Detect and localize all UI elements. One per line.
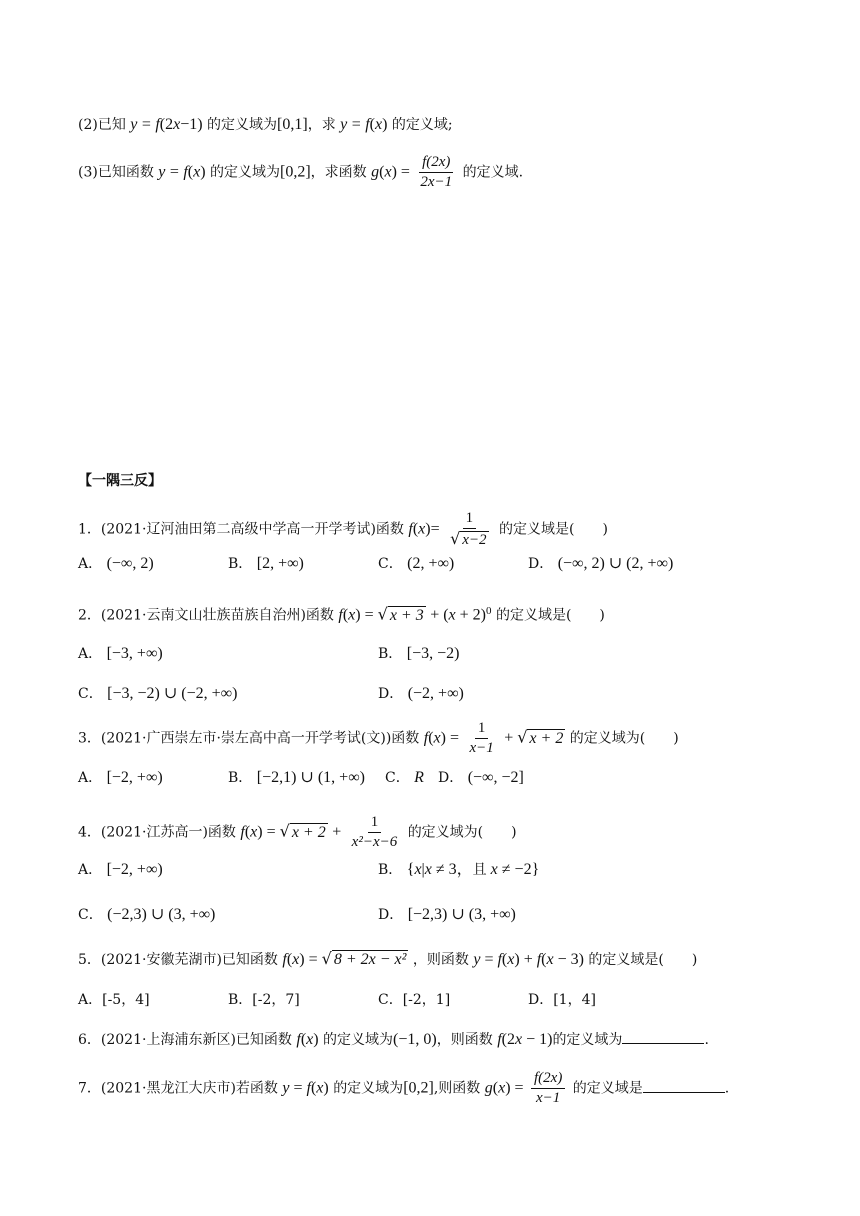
q5-option-d[interactable]: D．[1，4]	[528, 992, 596, 1008]
q3-option-c[interactable]: C． R	[385, 769, 424, 786]
problem-3: (3)已知函数 y = f(x) 的定义域为[0,2]，求函数 g(x) = $\frac{f(2x)}{2x-1}$ 的定义域.	[78, 154, 524, 190]
fraction: $\frac{f(2x)}{2x-1}$	[420, 154, 453, 190]
q4-option-c[interactable]: C． (−2,3) ∪ (3, +∞)	[78, 906, 216, 923]
q1-option-a[interactable]: A． (−∞, 2)	[78, 555, 154, 572]
q1-option-d[interactable]: D． (−∞, 2) ∪ (2, +∞)	[528, 555, 674, 572]
question-4: 4．(2021·江苏高一)函数 f(x) = √ x + 2 + $\frac{1}{\text{x²−x−6}}$ 的定义域为( )	[78, 814, 517, 850]
q3-option-a[interactable]: A． [−2, +∞)	[78, 769, 163, 786]
fraction: $\frac{1}{√ x-2}$	[450, 510, 487, 548]
q2-option-d[interactable]: D． (−2, +∞)	[378, 685, 464, 702]
q5-option-c[interactable]: C．[-2，1]	[378, 992, 451, 1008]
q2-option-c[interactable]: C． [−3, −2) ∪ (−2, +∞)	[78, 685, 238, 702]
fraction: $\frac{1}{\text{x²−x−6}}$	[351, 814, 398, 850]
q5-option-b[interactable]: B．[-2，7]	[228, 992, 300, 1008]
fraction: $\frac{f(2x)}{x-1}$	[531, 1070, 565, 1107]
section-title: 【一隅三反】	[78, 473, 162, 489]
q1-option-c[interactable]: C． (2, +∞)	[378, 555, 455, 572]
question-7: 7．(2021·黑龙江大庆市)若函数 y = f(x) 的定义域为[0,2],则函数 g(x) = $\frac{f(2x)}{x-1}$ 的定义域是 .	[78, 1070, 730, 1106]
q2-option-b[interactable]: B． [−3, −2)	[378, 645, 460, 662]
problem-2: (2)已知 y = f(2x−1) 的定义域为[0,1]，求 y = f(x) 的定义域;	[78, 116, 453, 133]
question-5: 5．(2021·安徽芜湖市)已知函数 f(x) = √ 8 + 2x − x² ，则函数 y = f(x) + f(x − 3) 的定义域是( )	[78, 949, 698, 968]
question-1: 1．(2021·辽河油田第二高级中学高一开学考试)函数 f(x)= $\frac{1}{√ x-2}$ 的定义域是( )	[78, 510, 608, 548]
q3-option-b[interactable]: B． [−2,1) ∪ (1, +∞)	[228, 769, 365, 786]
q4-option-b[interactable]: B． {x|x ≠ 3，且 x ≠ −2}	[378, 861, 540, 878]
answer-blank[interactable]	[622, 1029, 704, 1044]
fraction: $\frac{1}{x-1}$	[469, 720, 494, 756]
q3-option-d[interactable]: D． (−∞, −2]	[438, 769, 524, 786]
q5-option-a[interactable]: A．[-5，4]	[78, 992, 150, 1008]
answer-blank[interactable]	[643, 1078, 725, 1093]
q1-option-b[interactable]: B． [2, +∞)	[228, 555, 304, 572]
q2-option-a[interactable]: A． [−3, +∞)	[78, 645, 163, 662]
question-3: 3．(2021·广西崇左市·崇左高中高一开学考试(文))函数 f(x) = $\frac{1}{x-1}$ + √ x + 2 的定义域为( )	[78, 720, 679, 756]
question-2: 2．(2021·云南文山壮族苗族自治州)函数 f(x) = √ $x + 3 + (x + 2)^0$ 的定义域是( )	[78, 604, 605, 624]
question-6: 6．(2021·上海浦东新区)已知函数 f(x) 的定义域为(−1, 0)，则函数 f(2x − 1)的定义域为 .	[78, 1031, 709, 1048]
q4-option-d[interactable]: D． [−2,3) ∪ (3, +∞)	[378, 906, 516, 923]
q4-option-a[interactable]: A． [−2, +∞)	[78, 861, 163, 878]
